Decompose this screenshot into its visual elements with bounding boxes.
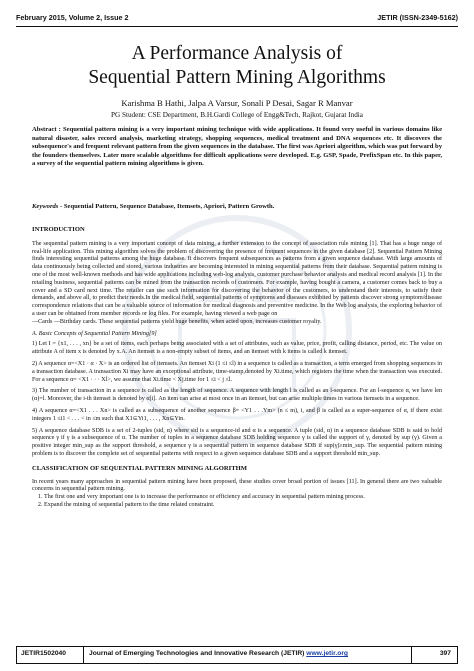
abstract: Abstract : Sequential pattern mining is a very important mining technique with wide applications. It found very useful in various domains like natural disaster, sales record analysis, marketing strategy, shopping sequences, medical treatment and DNA sequences etc. It discovers the subsequence's and frequent relevant pattern from the given sequences in the database. The first was Apriori algorithm, which was put forward by the founders themselves. Later more scalable algorithms for difficult applications were developed. E.g. GSP, Spade, PrefixSpan etc. In this paper, a survey of the sequential pattern mining algorithms is given. (32, 126, 442, 168)
classification-list (32, 494, 442, 510)
keywords-line (32, 203, 442, 212)
intro-heading: INTRODUCTION (32, 226, 85, 233)
header-journal: JETIR (ISSN-2349-5162) (377, 13, 458, 22)
concepts-heading: A. Basic Concepts of Sequential Pattern Mining[9] (32, 330, 157, 337)
definition-1: 1) Let I = {x1, . . . , xn} be a set of items, each perhaps being associated with a set of attributes, such as value, price, profit, calling distance, period, etc. The value on attribute A of item x is denoted by x.A. An itemset is a non-empty subset of items, and an itemset with k items is called k itemset. (32, 341, 442, 356)
author-affiliation: PG Student: CSE Department, B.H.Gardi College of Engg&Tech, Rajkot, Gujarat India (110, 111, 363, 119)
list-item: 1. The first one and very important one is to increase the performance or efficiency and accuracy in sequential pattern mining process. (44, 494, 442, 502)
definition-4: 4) A sequence α=<X1 . . . Xn> is called as a subsequence of another sequence β= <Y1 . . .Ym> (n ≤ m), i, and β is called as a super-sequence of α, if there exist integers 1 ≤i1 < . . . < in ≤m such that X1⊆Yi1, . . . , Xn⊆Yin. (32, 407, 442, 422)
footer-divider (411, 647, 412, 663)
classification-paragraph: In recent years many approaches in sequential pattern mining have been proposed, these studies cover broad portion of issues [11]. In general there are two valuable concerns in sequential pattern mining. (32, 478, 442, 493)
footer-divider (83, 647, 84, 663)
classification-heading: CLASSIFICATION OF SEQUENTIAL PATTERN MINING ALGORITHM (32, 464, 247, 472)
footer-journal (89, 650, 348, 657)
intro-paragraph-1: The sequential pattern mining is a very important concept of data mining, a further extension to the concept of association rule mining [1]. That has a huge range of real-life application. This mining algorithm solves the problem of discovering the presence of frequent sequences in the given database [2]. Sequential Pattern Mining finds interesting sequential patterns among the huge database. It discovers frequent subsequences as patterns from a given sequence database. With large amounts of data continuously being collected and stored, various industries are becoming interested in mining sequential patterns from their database. Sequential pattern mining is one of the most well-known methods and has wide applications including web-log analysis, customer purchase behavior analysis and medical record analysis [1]. In the retailing business, sequential patterns can be mined from the transaction records of customers. For example, having bought a camera, a customer comes back to buy a cover and a SD card next time. The retailer can use such information for discovering the behavior of the customers, to understand their interests, to satisfy their demands, and above all, to predict their needs.In the medical field, sequential patterns of symptoms and diseases exhibited by patients discover strong symptom/disease correspondence relations that can be a valuable source of information for medical diagnosis and preventive medicine. In the Web log analysis, the exploring behavior of a user can be obtained from member records or log files. For example, having viewed a web page on (32, 240, 442, 317)
list-item: 2. Expand the mining of sequential pattern to the time related constraint. (44, 502, 442, 510)
title-line-1: A Performance Analysis of (131, 43, 343, 64)
title-line-2: Sequential Pattern Mining Algorithms (88, 67, 386, 88)
intro-section (32, 226, 442, 510)
intro-paragraph-2: ―Cards ―Birthday cards. These sequential patterns yield huge benefits, when acted upon, increases customer royalty. (32, 318, 322, 325)
footer-paper-id: JETIR1502040 (21, 650, 66, 657)
header-issue: February 2015, Volume 2, Issue 2 (16, 13, 129, 22)
definition-3: 3) The number of transaction in a sequence is called as the length of sequence. A sequence with length l is called as an l-sequence. For an l-sequence α, we have len (α)=l. Moreover, the i-th itemset is denoted by α[i]. An item can arise at most once in an itemset, but can arise multiple times in various itemsets in a sequence. (32, 388, 442, 403)
page-footer (16, 646, 458, 664)
keywords-label: Keywords (32, 203, 59, 210)
definition-2: 2) A sequence α=<X1 · α · X> is an ordered list of itemsets. An itemset Xi (1 ≤i ≤l) in a sequence is called as a transaction, a term emerged from shopping sequences in a transaction database. A transaction Xi may have an exceptional attribute, time-stamp,denoted by Xi.time, which registers the time when the transaction was executed. For a sequence α= <X1 · · · Xl>, we assume that Xi.time < Xj.time for 1 ≤i < j ≤l. (32, 360, 442, 383)
author-list: Karishma B Hathi, Jalpa A Varsur, Sonali P Desai, Sagar R Manvar (121, 98, 353, 108)
footer-url-link[interactable]: www.jetir.org (306, 650, 349, 657)
keywords-text: - Sequential Pattern, Sequence Database, Itemsets, Apriori, Pattern Growth. (58, 203, 275, 210)
definition-5: 5) A sequence database SDB is a set of 2-tuples (sid, α) where sid is a sequence-id and α is a sequence. A tuple (sid, α) in a sequence database SDB is said to hold sequence γ if γ is a subsequence of α. The number of tuples in a sequence database SDB holding sequence γ is called the support of γ, denoted by sup (γ). Given a positive integer min_sup as the support threshold, a sequence γ is a sequential pattern in sequence database SDB if sup(γ)≥min_sup. The sequential pattern mining problem is to discover the complete set of sequential patterns with respect to a given sequence database SDB and a support threshold min_sup. (32, 427, 442, 457)
running-header (16, 10, 458, 27)
footer-journal-name: Journal of Emerging Technologies and Innovative Research (JETIR) (89, 650, 307, 657)
paper-title (0, 42, 474, 90)
footer-page-number: 397 (439, 650, 451, 657)
watermark-text: JETIR (178, 266, 296, 311)
